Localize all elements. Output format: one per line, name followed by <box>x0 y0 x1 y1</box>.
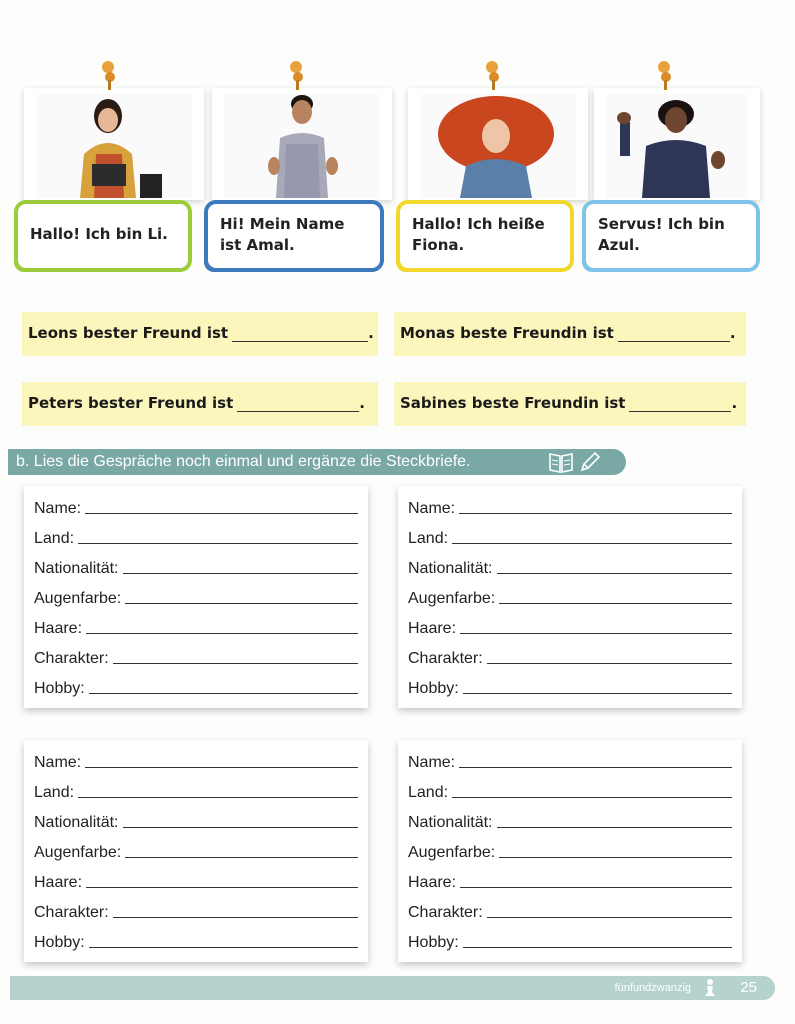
sentence-text: Sabines beste Freundin ist <box>400 394 626 412</box>
speech-bubble-1 <box>14 200 192 272</box>
field-label: Land: <box>34 784 75 801</box>
chess-piece-icon <box>701 978 719 998</box>
sentence-end: . <box>731 394 738 412</box>
sentence-strip-peter <box>22 382 378 426</box>
answer-line[interactable] <box>459 513 732 514</box>
bubble-tail <box>582 252 622 272</box>
form-row <box>408 804 732 834</box>
form-row <box>34 490 358 520</box>
photo-fiona <box>420 94 576 198</box>
form-row <box>408 550 732 580</box>
form-row <box>34 520 358 550</box>
answer-line[interactable] <box>460 633 732 634</box>
field-label: Augenfarbe: <box>34 844 122 861</box>
task-instruction: b. Lies die Gespräche noch einmal und ergänze die Steckbriefe. <box>16 453 471 470</box>
answer-blank[interactable] <box>237 397 359 412</box>
sentence-text: Leons bester Freund ist <box>28 324 229 342</box>
answer-line[interactable] <box>459 767 732 768</box>
form-row <box>408 490 732 520</box>
sentence-text: Peters bester Freund ist <box>28 394 234 412</box>
greeting-fiona: Hallo! Ich heiße Fiona. <box>412 215 545 254</box>
field-label: Augenfarbe: <box>408 844 496 861</box>
greeting-azul: Servus! Ich bin Azul. <box>598 215 725 254</box>
field-label: Land: <box>408 530 449 547</box>
form-row <box>34 610 358 640</box>
form-row <box>408 924 732 954</box>
field-label: Name: <box>408 754 456 771</box>
form-row <box>34 864 358 894</box>
profile-card-3 <box>408 88 588 200</box>
form-row <box>408 580 732 610</box>
sentence-end: . <box>368 324 374 342</box>
field-label: Hobby: <box>34 680 85 697</box>
photo-amal <box>224 94 380 198</box>
answer-line[interactable] <box>497 573 733 574</box>
form-row <box>408 520 732 550</box>
sentence-end: . <box>359 394 365 412</box>
profile-card-4 <box>594 88 760 200</box>
answer-line[interactable] <box>123 573 359 574</box>
form-row <box>408 744 732 774</box>
field-label: Haare: <box>408 620 457 637</box>
greeting-li: Hallo! Ich bin Li. <box>30 225 168 243</box>
pushpin-icon <box>482 60 504 92</box>
photo-azul <box>606 94 748 198</box>
field-label: Charakter: <box>34 904 109 921</box>
sentence-end: . <box>729 324 736 342</box>
answer-line[interactable] <box>499 857 732 858</box>
bubble-tail <box>14 252 54 272</box>
speech-bubble-2 <box>204 200 384 272</box>
field-label: Name: <box>408 500 456 517</box>
answer-line[interactable] <box>452 797 732 798</box>
answer-line[interactable] <box>125 857 358 858</box>
answer-line[interactable] <box>452 543 732 544</box>
answer-line[interactable] <box>85 513 358 514</box>
pushpin-icon <box>98 60 120 92</box>
answer-blank[interactable] <box>629 397 731 412</box>
form-row <box>34 744 358 774</box>
profile-card-2 <box>212 88 392 200</box>
field-label: Charakter: <box>408 650 483 667</box>
field-label: Hobby: <box>34 934 85 951</box>
field-label: Nationalität: <box>34 814 119 831</box>
sentence-strip-leon <box>22 312 378 356</box>
sentence-strip-sabine <box>394 382 746 426</box>
speech-bubble-3 <box>396 200 574 272</box>
book-icon <box>548 450 574 474</box>
answer-line[interactable] <box>499 603 732 604</box>
answer-line[interactable] <box>89 947 358 948</box>
profile-form-2 <box>398 486 742 708</box>
answer-line[interactable] <box>86 633 358 634</box>
answer-line[interactable] <box>497 827 733 828</box>
answer-line[interactable] <box>85 767 358 768</box>
form-row <box>34 580 358 610</box>
field-label: Nationalität: <box>34 560 119 577</box>
profile-form-1 <box>24 486 368 708</box>
field-label: Land: <box>408 784 449 801</box>
answer-line[interactable] <box>78 543 358 544</box>
form-row <box>408 864 732 894</box>
answer-line[interactable] <box>113 663 358 664</box>
task-header <box>8 449 626 475</box>
answer-line[interactable] <box>113 917 358 918</box>
field-label: Nationalität: <box>408 560 493 577</box>
profile-card-1 <box>24 88 204 200</box>
form-row <box>408 610 732 640</box>
answer-blank[interactable] <box>618 327 730 342</box>
answer-blank[interactable] <box>232 327 368 342</box>
answer-line[interactable] <box>125 603 358 604</box>
answer-line[interactable] <box>460 887 732 888</box>
form-row <box>408 774 732 804</box>
field-label: Augenfarbe: <box>34 590 122 607</box>
answer-line[interactable] <box>463 947 732 948</box>
page-number-word: fünfundzwanzig <box>614 982 691 994</box>
sentence-strip-mona <box>394 312 746 356</box>
answer-line[interactable] <box>487 663 732 664</box>
answer-line[interactable] <box>78 797 358 798</box>
answer-line[interactable] <box>89 693 358 694</box>
answer-line[interactable] <box>463 693 732 694</box>
form-row <box>408 894 732 924</box>
page-footer <box>10 976 775 1000</box>
profile-form-3 <box>24 740 368 962</box>
profile-form-4 <box>398 740 742 962</box>
field-label: Name: <box>34 500 82 517</box>
form-row <box>408 670 732 700</box>
field-label: Augenfarbe: <box>408 590 496 607</box>
field-label: Hobby: <box>408 934 459 951</box>
bubble-tail <box>396 252 436 272</box>
greeting-amal: Hi! Mein Name ist Amal. <box>220 215 345 254</box>
field-label: Charakter: <box>408 904 483 921</box>
answer-line[interactable] <box>123 827 359 828</box>
speech-bubble-4 <box>582 200 760 272</box>
form-row <box>34 670 358 700</box>
form-row <box>408 834 732 864</box>
sentence-text: Monas beste Freundin ist <box>400 324 614 342</box>
field-label: Charakter: <box>34 650 109 667</box>
field-label: Name: <box>34 754 82 771</box>
pushpin-icon <box>286 60 308 92</box>
field-label: Land: <box>34 530 75 547</box>
form-row <box>408 640 732 670</box>
field-label: Haare: <box>34 874 83 891</box>
answer-line[interactable] <box>86 887 358 888</box>
form-row <box>34 834 358 864</box>
answer-line[interactable] <box>487 917 732 918</box>
form-row <box>34 640 358 670</box>
form-row <box>34 550 358 580</box>
form-row <box>34 774 358 804</box>
field-label: Nationalität: <box>408 814 493 831</box>
bubble-tail <box>204 252 244 272</box>
pushpin-icon <box>654 60 676 92</box>
field-label: Haare: <box>34 620 83 637</box>
pencil-icon <box>578 450 602 474</box>
form-row <box>34 924 358 954</box>
form-row <box>34 894 358 924</box>
photo-li <box>36 94 192 198</box>
field-label: Hobby: <box>408 680 459 697</box>
form-row <box>34 804 358 834</box>
page-number: 25 <box>740 979 757 996</box>
field-label: Haare: <box>408 874 457 891</box>
